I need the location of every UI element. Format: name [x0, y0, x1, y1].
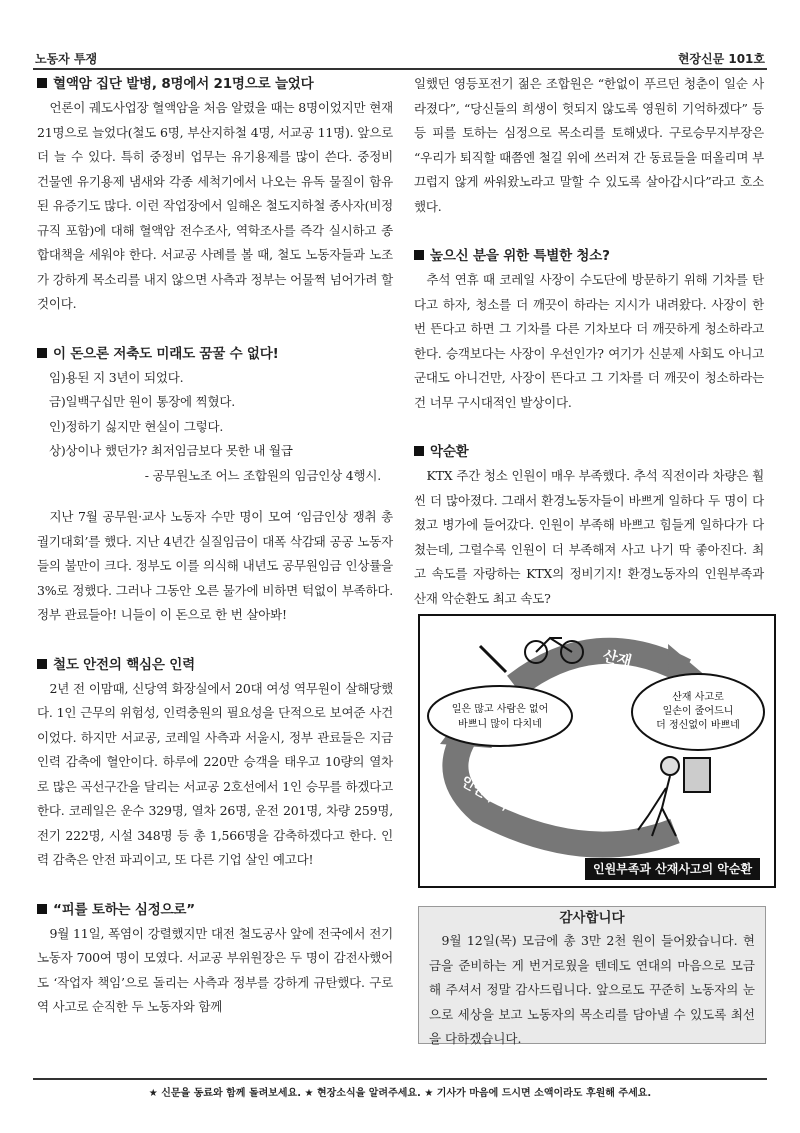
bubble-right-line1: 산재 사고로: [672, 692, 724, 703]
article-heading-rail-safety: 철도 안전의 핵심은 인력: [37, 653, 393, 677]
article-body-vicious-cycle: KTX 주간 청소 인원이 매우 부족했다. 추석 직전이라 차량은 훨씬 더 많아졌다. 그래서 환경노동자들이 바쁘게 일하다 두 명이 다쳤고 병가에 들어갔다. 인원이 부족해 바쁘고 힘들게 일하다가 다쳤는데, 그럴수록 인원이 더 부족해져 사고 나기 딱 좋아진다. 최고 속도를 자랑하는 KTX의 정비기지! 환경노동자의 인원부족과 산재 악순환도 최고 속도?: [414, 468, 764, 606]
left-column: [37, 72, 393, 1020]
bubble-left-line2: 바쁘니 많이 다치네: [458, 719, 542, 730]
vicious-cycle-illustration: [418, 614, 776, 888]
broom-icon: [480, 646, 506, 672]
bubble-left-line1: 일은 많고 사람은 없어: [451, 704, 549, 715]
footer-divider: [33, 1078, 767, 1080]
square-bullet-icon: [414, 446, 424, 456]
square-bullet-icon: [37, 348, 47, 358]
article-heading-vicious-cycle: 악순환: [414, 440, 764, 464]
article-heading-blood-cancer: 혈액암 집단 발병, 8명에서 21명으로 늘었다: [37, 72, 393, 96]
header-divider: [33, 68, 767, 70]
article-heading-special-cleaning: 높으신 분을 위한 특별한 청소?: [414, 244, 764, 268]
square-bullet-icon: [414, 250, 424, 260]
article-body-blood-cancer: 언론이 궤도사업장 혈액암을 처음 알렸을 때는 8명이었지만 현재 21명으로 늘었다(철도 6명, 부산지하철 4명, 서교공 11명). 앞으로 더 늘 수 있다. 특히 중정비 업무는 유기용제를 많이 쓴다. 중정비 건물엔 유기용제 냄새와 각종 세척기에서 나오는 유독 물질이 함유된 유증기도 많다. 이런 작업장에서 일해온 철도지하철 종사자(비정규직 포함)에 대해 혈액암 전수조사, 역학조사를 즉각 실시하고 종합대책을 세워야 한다. 서교공 사례를 볼 때, 철도 노동자들과 노조가 강하게 목소리를 내지 않으면 사측과 정부는 어물쩍 넘어가려 할 것이다.: [37, 100, 393, 311]
thanks-title: 감사합니다: [559, 910, 625, 926]
article-body-wages: 지난 7월 공무원·교사 노동자 수만 명이 모여 ‘임금인상 쟁취 총궐기대회’를 했다. 지난 4년간 실질임금이 대폭 삭감돼 공공 노동자들의 불만이 크다. 정부도 이를 의식해 내년도 공무원임금 인상률을 3%로 정했다. 그러나 그동안 오른 물가에 비하면 턱없이 부족하다. 정부 관료들아! 니들이 이 돈으로 한 번 살아봐!: [37, 509, 393, 622]
arrow-label-staff-shortage: 인원부족: [458, 773, 513, 815]
thanks-box: [418, 906, 766, 1044]
thanks-body: 9월 12일(목) 모금에 총 3만 2천 원이 들어왔습니다. 현금을 준비하는 게 번거로웠을 텐데도 연대의 마음으로 모금해 주셔서 정말 감사드립니다. 앞으로도 꾸준히 노동자의 눈으로 세상을 보고 노동자의 목소리를 담아낼 수 있도록 최선을 다하겠습니다.: [429, 933, 755, 1046]
issue-number: 현장신문 101호: [677, 52, 765, 66]
article-body-blood-heart-part2: 일했던 영등포전기 젊은 조합원은 “한없이 푸르던 청춘이 일순 사라졌다”, “당신들의 희생이 헛되지 않도록 영원히 기억하겠다” 등등 피를 토하는 심정으로 목소리를 토해냈다. 구로승무지부장은 “우리가 퇴직할 때쯤엔 철길 위에 쓰러져 간 동료들을 떠올리며 부끄럽지 않게 싸워왔노라고 말할 수 있도록 살아갑시다”라고 호소했다.: [414, 76, 764, 214]
illustration-caption: 인원부족과 산재사고의 악순환: [585, 858, 760, 880]
poem-line: 금)일백구십만 원이 통장에 찍혔다.: [49, 394, 236, 409]
right-column: [414, 72, 764, 611]
newspaper-section-label: 노동자 투쟁: [35, 52, 98, 66]
speech-bubble-left: [428, 686, 572, 746]
square-bullet-icon: [37, 659, 47, 669]
footer-note: ★ 신문을 동료와 함께 돌려보세요. ★ 현장소식을 알려주세요. ★ 기사가 마음에 드시면 소액이라도 후원해 주세요.: [148, 1088, 652, 1099]
arrow-label-injury: 산재: [601, 646, 634, 671]
square-bullet-icon: [37, 78, 47, 88]
worker-figure-icon: [638, 757, 710, 836]
cycle-drawing: [420, 616, 774, 886]
article-heading-blood-heart: “피를 토하는 심정으로”: [37, 898, 393, 922]
article-body-special-cleaning: 추석 연휴 때 코레일 사장이 수도단에 방문하기 위해 기차를 탄다고 하자, 청소를 더 깨끗이 하라는 지시가 내려왔다. 사장이 한 번 뜬다고 하면 그 기차를 다른 기차보다 더 깨끗하게 청소하라고 한다. 승객보다는 사장이 우선인가? 여기가 신분제 사회도 아니고 군대도 아니건만, 사장이 뜬다고 그 기차를 더 깨끗이 청소하라는 건 너무 구시대적인 발상이다.: [414, 272, 764, 410]
article-body-rail-safety: 2년 전 이맘때, 신당역 화장실에서 20대 여성 역무원이 살해당했다. 1인 근무의 위험성, 인력충원의 필요성을 단적으로 보여준 사건이었다. 하지만 서교공, 코레일 사측과 서울시, 정부 관료들은 지금 인력 감축에 혈안이다. 하루에 220만 승객을 태우고 10량의 열차로 많은 곡선구간을 달리는 서교공 2호선에서 1인 승무를 하겠다고 한다. 코레일은 운수 329명, 열차 26명, 운전 201명, 차량 259명, 전기 222명, 시설 348명 등 총 1,566명을 감축하겠다고 한다. 인력 감축은 안전 파괴이고, 또 다른 기업 살인 예고다!: [37, 680, 393, 867]
article-body-blood-heart-part1: 9월 11일, 폭염이 강렬했지만 대전 철도공사 앞에 전국에서 전기노동자 700여 명이 모였다. 서교공 부위원장은 두 명이 감전사했어도 ‘작업자 책임’으로 돌리는 사측과 정부를 강하게 규탄했다. 구로역 사고로 순직한 두 노동자와 함께: [37, 925, 393, 1014]
poem-line: 인)정하기 싫지만 현실이 그렇다.: [49, 418, 224, 434]
article-heading-wages: 이 돈으론 저축도 미래도 꿈꿀 수 없다!: [37, 342, 393, 366]
poem-line: 상)상이나 했던가? 최저임금보다 못한 내 월급: [49, 443, 293, 458]
poem-line: 임)용된 지 3년이 되었다.: [49, 369, 184, 385]
page-header: [35, 50, 765, 68]
poem-attribution: - 공무원노조 어느 조합원의 임금인상 4행시.: [144, 467, 381, 483]
bubble-right-line2: 일손이 줄어드니: [662, 706, 734, 717]
square-bullet-icon: [37, 904, 47, 914]
bubble-right-line3: 더 정신없이 바쁘네: [656, 720, 740, 731]
